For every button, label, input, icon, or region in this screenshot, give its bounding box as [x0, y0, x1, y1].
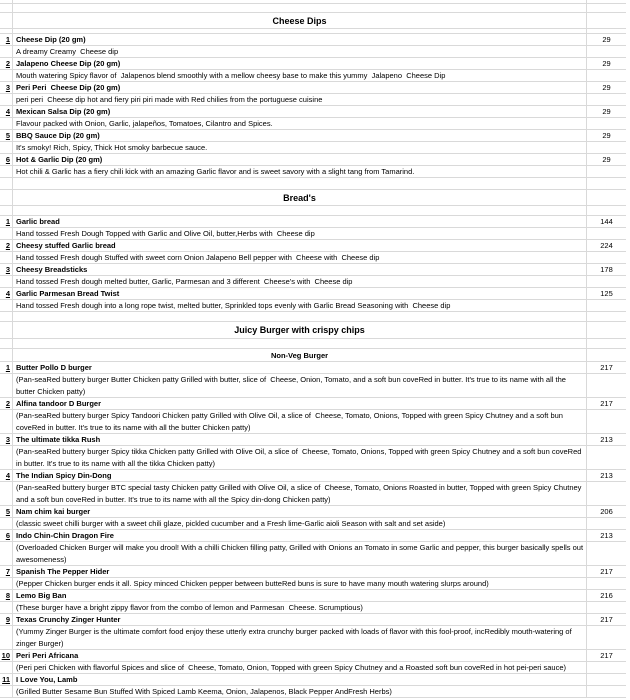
item-name: Peri Peri Africana: [13, 650, 587, 662]
empty-cell: [0, 166, 13, 178]
item-name-row: [0, 216, 626, 228]
empty-cell: [587, 339, 626, 349]
item-description: (Grilled Butter Sesame Bun Stuffed With Spiced Lamb Keema, Onion, Jalapenos, Black Pepper AndFresh Herbs): [13, 686, 587, 698]
item-price: 217: [587, 566, 626, 578]
empty-cell: [587, 602, 626, 614]
item-description: Hand tossed Fresh dough melted butter, Garlic, Parmesan and 3 different Cheese's with Cheese dip: [13, 276, 587, 288]
empty-cell: [13, 312, 587, 322]
item-name: Garlic bread: [13, 216, 587, 228]
empty-cell: [587, 4, 626, 13]
item-description: Hand tossed Fresh dough Stuffed with sweet corn Onion Jalapeno Bell pepper with Cheese with Cheese dip: [13, 252, 587, 264]
empty-cell: [0, 13, 13, 29]
empty-cell: [587, 118, 626, 130]
section-title: Juicy Burger with crispy chips: [13, 322, 587, 339]
item-description: Mouth watering Spicy flavor of Jalapenos blend smoothly with a mellow cheesy base to make this yummy Jalapeno Cheese Dip: [13, 70, 587, 82]
item-description: (Overloaded Chicken Burger will make you drool! With a chilli Chicken filling patty, Grilled with Onions an Tomato in some Garlic and pepper, this burger basically spells out awesomeness): [13, 542, 587, 566]
empty-cell: [0, 190, 13, 206]
item-desc-row: [0, 300, 626, 312]
empty-cell: [587, 349, 626, 362]
empty-cell: [587, 626, 626, 650]
item-name-row: [0, 154, 626, 166]
item-description: Hand tossed Fresh Dough Topped with Garlic and Olive Oil, butter,Herbs with Cheese dip: [13, 228, 587, 240]
item-name-row: [0, 82, 626, 94]
empty-cell: [0, 4, 13, 13]
item-name: Garlic Parmesan Bread Twist: [13, 288, 587, 300]
empty-cell: [0, 339, 13, 349]
item-price: 144: [587, 216, 626, 228]
item-description: Hand tossed Fresh dough into a long rope twist, melted butter, Sprinkled tops evenly with Garlic Bread Seasoning with Cheese dip: [13, 300, 587, 312]
item-description: (Yummy Zinger Burger is the ultimate comfort food enjoy these utterly extra crunchy burger packed with loads of flavor with this fool-proof, incRedibly mouth-watering of zinger Burger): [13, 626, 587, 650]
item-number: 11: [0, 674, 13, 686]
item-price: [587, 674, 626, 686]
empty-cell: [587, 228, 626, 240]
empty-cell: [0, 46, 13, 58]
spacer-row: [0, 312, 626, 322]
empty-cell: [0, 70, 13, 82]
item-desc-row: [0, 142, 626, 154]
item-desc-row: [0, 252, 626, 264]
item-description: Hot chili & Garlic has a fiery chili kick with an amazing Garlic flavor and is sweet savory with a slight tang from Tamarind.: [13, 166, 587, 178]
item-price: 206: [587, 506, 626, 518]
empty-cell: [0, 142, 13, 154]
item-number: 4: [0, 470, 13, 482]
item-name-row: [0, 590, 626, 602]
section-title: Bread's: [13, 190, 587, 206]
empty-cell: [587, 410, 626, 434]
empty-cell: [587, 252, 626, 264]
item-desc-row: [0, 482, 626, 506]
item-desc-row: [0, 374, 626, 398]
item-name: Cheesy stuffed Garlic bread: [13, 240, 587, 252]
item-description: A dreamy Creamy Cheese dip: [13, 46, 587, 58]
empty-cell: [0, 276, 13, 288]
item-name-row: [0, 566, 626, 578]
item-name-row: [0, 506, 626, 518]
item-price: 29: [587, 130, 626, 142]
item-price: 29: [587, 34, 626, 46]
item-name: Texas Crunchy Zinger Hunter: [13, 614, 587, 626]
item-description: (Pan-seaRed buttery burger Spicy Tandoori Chicken patty Grilled with Olive Oil, a slice of Cheese, Tomato, Onions, Topped with green Spicy Chutney and a soft bun coveRed in butter. It's true to its name with all the butter Chicken patty): [13, 410, 587, 434]
item-price: 125: [587, 288, 626, 300]
item-price: 29: [587, 82, 626, 94]
item-description: (Pepper Chicken burger ends it all. Spicy minced Chicken pepper between butteRed buns is sure to have many mouth watering slurps around): [13, 578, 587, 590]
item-number: 5: [0, 130, 13, 142]
item-name-row: [0, 240, 626, 252]
empty-cell: [587, 276, 626, 288]
item-price: 217: [587, 650, 626, 662]
item-description: (Pan-seaRed buttery burger Spicy tikka Chicken patty Grilled with Olive Oil, a slice of Cheese, Tomato, Onions, Topped with green Spicy Chutney and a soft bun coveRed in butter. It's true to its name with all the tikka Chicken patty): [13, 446, 587, 470]
item-name-row: [0, 130, 626, 142]
item-number: 2: [0, 240, 13, 252]
empty-cell: [587, 482, 626, 506]
empty-cell: [0, 206, 13, 216]
item-price: 29: [587, 154, 626, 166]
item-number: 9: [0, 614, 13, 626]
item-desc-row: [0, 276, 626, 288]
item-desc-row: [0, 94, 626, 106]
item-desc-row: [0, 410, 626, 434]
item-name: Nam chim kai burger: [13, 506, 587, 518]
section-header-row: [0, 13, 626, 29]
item-description: It's smoky! Rich, Spicy, Thick Hot smoky barbecue sauce.: [13, 142, 587, 154]
item-name: Jalapeno Cheese Dip (20 gm): [13, 58, 587, 70]
item-description: (Pan-seaRed buttery burger Butter Chicken patty Grilled with butter, slice of Cheese, Onion, Tomato, and a soft bun coveRed in butter. It's true to its name with all the butter Chicken patty): [13, 374, 587, 398]
item-number: 1: [0, 34, 13, 46]
empty-cell: [587, 374, 626, 398]
empty-cell: [587, 518, 626, 530]
item-desc-row: [0, 118, 626, 130]
item-number: 8: [0, 590, 13, 602]
item-desc-row: [0, 578, 626, 590]
item-name-row: [0, 288, 626, 300]
item-name-row: [0, 434, 626, 446]
empty-cell: [587, 578, 626, 590]
empty-cell: [587, 190, 626, 206]
empty-cell: [0, 322, 13, 339]
empty-cell: [0, 446, 13, 470]
item-name-row: [0, 470, 626, 482]
item-name-row: [0, 530, 626, 542]
item-name: Cheesy Breadsticks: [13, 264, 587, 276]
item-price: 178: [587, 264, 626, 276]
subsection-title: Non-Veg Burger: [13, 349, 587, 362]
empty-cell: [0, 312, 13, 322]
empty-cell: [0, 374, 13, 398]
empty-cell: [13, 4, 587, 13]
item-name: Spanish The Pepper Hider: [13, 566, 587, 578]
empty-cell: [587, 166, 626, 178]
item-name: Mexican Salsa Dip (20 gm): [13, 106, 587, 118]
section-header-row: [0, 190, 626, 206]
item-number: 1: [0, 362, 13, 374]
item-name-row: [0, 362, 626, 374]
item-desc-row: [0, 166, 626, 178]
item-number: 2: [0, 398, 13, 410]
item-description: Flavour packed with Onion, Garlic, jalapeños, Tomatoes, Cilantro and Spices.: [13, 118, 587, 130]
empty-cell: [0, 578, 13, 590]
empty-cell: [0, 228, 13, 240]
empty-cell: [587, 312, 626, 322]
empty-cell: [587, 142, 626, 154]
item-number: 6: [0, 530, 13, 542]
spacer-row: [0, 178, 626, 190]
item-description: peri peri Cheese dip hot and fiery piri piri made with Red chilies from the portuguese cuisine: [13, 94, 587, 106]
empty-cell: [13, 206, 587, 216]
subsection-header-row: [0, 349, 626, 362]
item-number: 4: [0, 106, 13, 118]
item-number: 3: [0, 264, 13, 276]
item-name: I Love You, Lamb: [13, 674, 587, 686]
item-name: BBQ Sauce Dip (20 gm): [13, 130, 587, 142]
empty-cell: [587, 662, 626, 674]
spacer-row: [0, 339, 626, 349]
item-desc-row: [0, 228, 626, 240]
item-price: 217: [587, 614, 626, 626]
empty-cell: [587, 206, 626, 216]
empty-cell: [0, 518, 13, 530]
item-desc-row: [0, 662, 626, 674]
item-name-row: [0, 58, 626, 70]
item-name: Lemo Big Ban: [13, 590, 587, 602]
empty-cell: [0, 178, 13, 190]
item-name-row: [0, 264, 626, 276]
empty-cell: [0, 252, 13, 264]
section-header-row: [0, 322, 626, 339]
item-name-row: [0, 34, 626, 46]
empty-cell: [587, 70, 626, 82]
empty-cell: [587, 13, 626, 29]
item-number: 10: [0, 650, 13, 662]
item-number: 7: [0, 566, 13, 578]
item-price: 216: [587, 590, 626, 602]
item-description: (classic sweet chilli burger with a sweet chili glaze, pickled cucumber and a Fresh lime-Garlic aioli Season with salt and set aside): [13, 518, 587, 530]
item-name-row: [0, 614, 626, 626]
item-desc-row: [0, 686, 626, 698]
empty-cell: [587, 300, 626, 312]
item-price: 217: [587, 362, 626, 374]
item-price: 213: [587, 470, 626, 482]
empty-cell: [0, 602, 13, 614]
empty-cell: [0, 686, 13, 698]
empty-cell: [587, 178, 626, 190]
item-price: 29: [587, 58, 626, 70]
section-title: Cheese Dips: [13, 13, 587, 29]
item-name: Butter Pollo D burger: [13, 362, 587, 374]
item-number: 6: [0, 154, 13, 166]
empty-cell: [587, 446, 626, 470]
empty-cell: [0, 118, 13, 130]
item-price: 213: [587, 434, 626, 446]
item-desc-row: [0, 518, 626, 530]
item-name-row: [0, 398, 626, 410]
item-number: 4: [0, 288, 13, 300]
spacer-row: [0, 206, 626, 216]
empty-cell: [0, 94, 13, 106]
item-price: 224: [587, 240, 626, 252]
item-number: 3: [0, 434, 13, 446]
item-price: 217: [587, 398, 626, 410]
item-description: (Peri peri Chicken with flavorful Spices and slice of Cheese, Tomato, Onion, Topped with green Spicy Chutney and a Roasted soft bun coveRed in hot pei-peri sauce): [13, 662, 587, 674]
item-name: Hot & Garlic Dip (20 gm): [13, 154, 587, 166]
empty-cell: [0, 349, 13, 362]
item-desc-row: [0, 602, 626, 614]
item-number: 1: [0, 216, 13, 228]
empty-cell: [0, 626, 13, 650]
empty-cell: [587, 94, 626, 106]
item-name: The Indian Spicy Din-Dong: [13, 470, 587, 482]
empty-cell: [0, 482, 13, 506]
item-name: Indo Chin-Chin Dragon Fire: [13, 530, 587, 542]
empty-cell: [0, 662, 13, 674]
item-desc-row: [0, 46, 626, 58]
item-desc-row: [0, 626, 626, 650]
empty-cell: [587, 686, 626, 698]
item-number: 2: [0, 58, 13, 70]
empty-cell: [0, 542, 13, 566]
item-description: (Pan-seaRed buttery burger BTC special tasty Chicken patty Grilled with Olive Oil, a slice of Cheese, Tomato, Onions Roasted in butter, Topped with green Spicy Chutney and a soft bun coveRed in butter. It's true to its name with all the Spicy din-dong Chicken patty): [13, 482, 587, 506]
item-number: 3: [0, 82, 13, 94]
item-name: Peri Peri Cheese Dip (20 gm): [13, 82, 587, 94]
item-name-row: [0, 674, 626, 686]
empty-cell: [0, 410, 13, 434]
item-name-row: [0, 106, 626, 118]
item-name: Cheese Dip (20 gm): [13, 34, 587, 46]
empty-cell: [587, 542, 626, 566]
item-price: 213: [587, 530, 626, 542]
empty-cell: [587, 46, 626, 58]
item-price: 29: [587, 106, 626, 118]
empty-cell: [0, 300, 13, 312]
item-description: (These burger have a bright zippy flavor from the combo of lemon and Parmesan Cheese. Scrumptious): [13, 602, 587, 614]
spacer-row: [0, 4, 626, 13]
item-number: 5: [0, 506, 13, 518]
item-desc-row: [0, 542, 626, 566]
item-name: Alfina tandoor D Burger: [13, 398, 587, 410]
item-name-row: [0, 650, 626, 662]
item-desc-row: [0, 70, 626, 82]
empty-cell: [13, 178, 587, 190]
empty-cell: [13, 339, 587, 349]
empty-cell: [587, 322, 626, 339]
item-name: The ultimate tikka Rush: [13, 434, 587, 446]
item-desc-row: [0, 446, 626, 470]
